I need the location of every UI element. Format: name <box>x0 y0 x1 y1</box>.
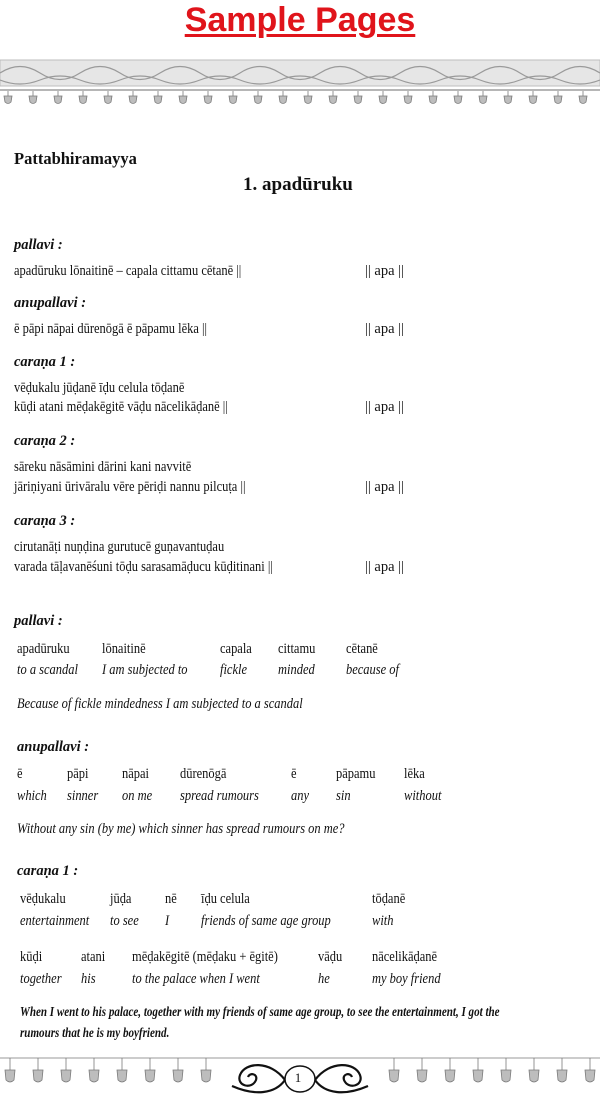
anupallavi-gloss: any <box>291 788 310 804</box>
anupallavi-translation: Without any sin (by me) which sinner has spread rumours on me? <box>17 821 345 837</box>
carana1-word: īḍu celula <box>201 891 250 907</box>
anupallavi-label: anupallavi : <box>14 295 87 311</box>
banner-text: Sample Pages <box>184 1 416 39</box>
carana1-gloss: he <box>318 971 330 987</box>
anupallavi-word: dūrenōgā <box>180 766 227 782</box>
pallavi-gloss: I am subjected to <box>102 662 188 678</box>
anupallavi-gloss: sinner <box>67 788 99 804</box>
pallavi-label: pallavi : <box>14 237 63 253</box>
pallavi-word: lōnaitinē <box>102 641 146 657</box>
pallavi-gloss: because of <box>346 662 399 678</box>
carana2-line1: sāreku nāsāmini dārini kani navvitē <box>14 459 192 475</box>
carana1-word: kūḍi <box>20 949 43 965</box>
carana1-refrain: || apa || <box>365 399 404 415</box>
carana3-line2: varada tāḷavanēśuni tōḍu sarasamāḍucu kūḍitinani || <box>14 559 273 575</box>
meaning-carana1-label: caraṇa 1 : <box>17 863 79 879</box>
pallavi-line: apadūruku lōnaitinē – capala cittamu cētanē || <box>14 263 242 279</box>
pallavi-word: capala <box>220 641 252 657</box>
carana2-line2: jāriṇiyani ūrivāralu vēre pēriḍi nannu pilcuṭa || <box>14 479 246 495</box>
carana1-word: vēḍukalu <box>20 891 66 907</box>
carana1-word: vāḍu <box>318 949 343 965</box>
carana1-gloss: to the palace when I went <box>132 971 260 987</box>
carana1-translation-line1: When I went to his palace, together with my friends of same age group, to see the entertainment, I got the <box>20 1005 500 1020</box>
carana1-translation-line2: rumours that he is my boyfriend. <box>20 1026 170 1041</box>
carana1-gloss: his <box>81 971 96 987</box>
anupallavi-line: ē pāpi nāpai dūrenōgā ē pāpamu lēka || <box>14 321 208 337</box>
carana3-label: caraṇa 3 : <box>14 513 76 529</box>
anupallavi-gloss: spread rumours <box>180 788 259 804</box>
anupallavi-word: pāpi <box>67 766 89 782</box>
carana1-word: atani <box>81 949 106 965</box>
pallavi-refrain: || apa || <box>365 263 404 279</box>
sample-pages-banner <box>0 0 600 42</box>
carana1-gloss: with <box>372 913 394 929</box>
pallavi-word: cētanē <box>346 641 378 657</box>
anupallavi-gloss: on me <box>122 788 153 804</box>
carana2-label: caraṇa 2 : <box>14 433 76 449</box>
anupallavi-gloss: without <box>404 788 442 804</box>
anupallavi-word: ē <box>291 766 297 782</box>
anupallavi-gloss: sin <box>336 788 351 804</box>
carana1-line1: vēḍukalu jūḍanē īḍu celula tōḍanē <box>14 380 185 396</box>
meaning-anupallavi-label: anupallavi : <box>17 739 90 755</box>
page-number: 1 <box>294 1070 302 1085</box>
carana1-gloss: entertainment <box>20 913 90 929</box>
carana1-gloss: to see <box>110 913 139 929</box>
author-name: Pattabhiramayya <box>14 149 137 168</box>
pallavi-word: apadūruku <box>17 641 70 657</box>
pallavi-word: cittamu <box>278 641 316 657</box>
pallavi-gloss: minded <box>278 662 315 678</box>
pallavi-gloss: to a scandal <box>17 662 78 678</box>
carana1-gloss: my boy friend <box>372 971 441 987</box>
carana1-gloss: together <box>20 971 62 987</box>
pallavi-gloss: fickle <box>220 662 248 678</box>
carana1-word: jūḍa <box>110 891 132 907</box>
carana1-gloss: I <box>165 913 170 929</box>
pallavi-translation: Because of fickle mindedness I am subjected to a scandal <box>17 696 303 712</box>
carana3-line1: cirutanāṭi nuṇḍina gurutucē guṇavantuḍau <box>14 539 225 555</box>
meaning-pallavi-label: pallavi : <box>14 613 63 629</box>
anupallavi-gloss: which <box>17 788 47 804</box>
anupallavi-word: nāpai <box>122 766 150 782</box>
carana1-label: caraṇa 1 : <box>14 354 76 370</box>
carana1-line2: kūḍi atani mēḍakēgitē vāḍu nācelikāḍanē || <box>14 399 228 415</box>
top-ornamental-border <box>0 58 600 118</box>
anupallavi-refrain: || apa || <box>365 321 404 337</box>
carana1-gloss: friends of same age group <box>201 913 331 929</box>
carana1-word: mēḍakēgitē (mēḍaku + ēgitē) <box>132 949 278 965</box>
anupallavi-word: lēka <box>404 766 425 782</box>
carana1-word: nācelikāḍanē <box>372 949 438 965</box>
carana1-word: nē <box>165 891 177 907</box>
song-title: 1. apadūruku <box>243 174 353 195</box>
anupallavi-word: ē <box>17 766 23 782</box>
carana2-refrain: || apa || <box>365 479 404 495</box>
carana3-refrain: || apa || <box>365 559 404 575</box>
carana1-word: tōḍanē <box>372 891 406 907</box>
anupallavi-word: pāpamu <box>336 766 376 782</box>
